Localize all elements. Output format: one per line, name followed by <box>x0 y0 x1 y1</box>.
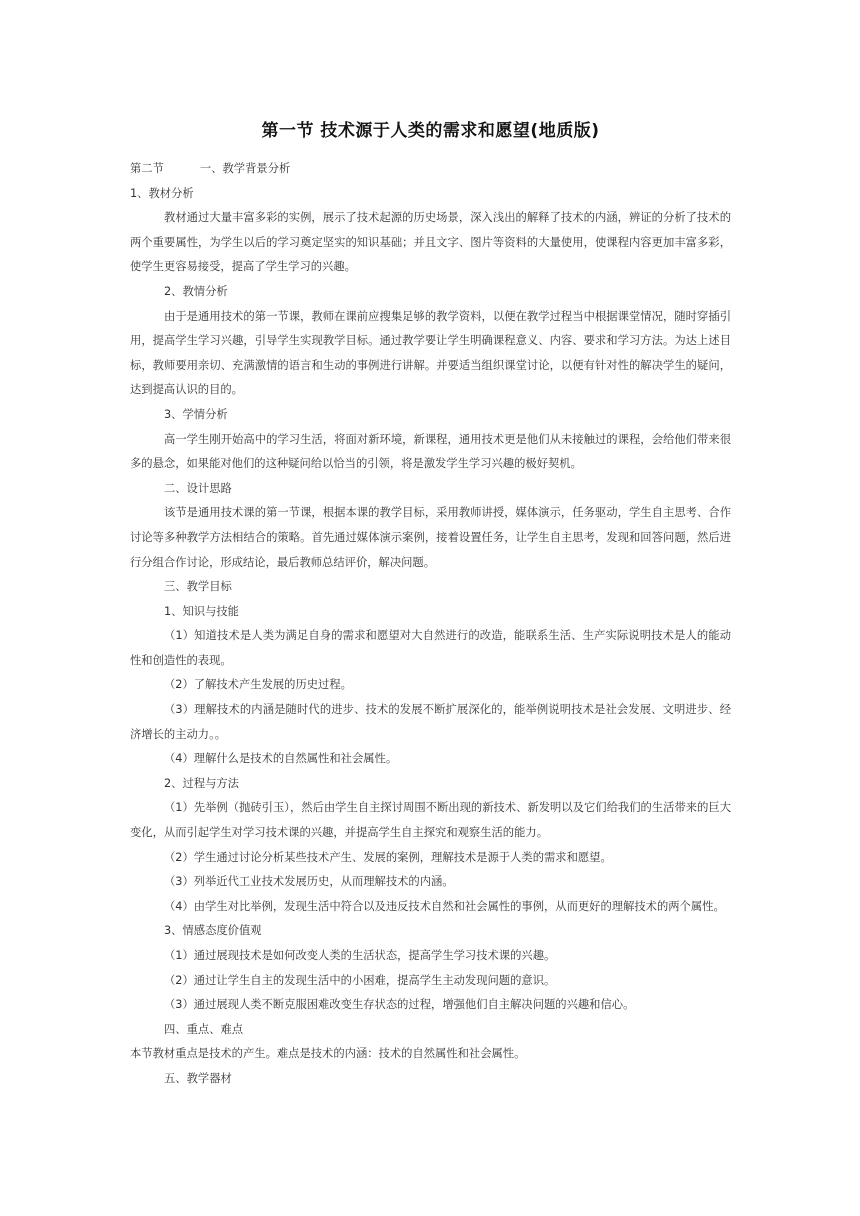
list-item: （3）通过展现人类不断克服困难改变生存状态的过程，增强他们自主解决问题的兴趣和信心。 <box>164 998 635 1012</box>
paragraph-textbook-analysis: 教材通过大量丰富多彩的实例，展示了技术起源的历史场景，深入浅出的解释了技术的内涵，辨证的分析了技术的两个重要属性，为学生以后的学习奠定坚实的知识基础；并且文字、图片等资料的大量使用，使课程内容更加丰富多彩，使学生更容易接受，提高了学生学习的兴趣。 <box>130 211 731 274</box>
subheading-process-methods: 2、过程与方法 <box>164 776 239 790</box>
list-item: （2）学生通过讨论分析某些技术产生、发展的案例，理解技术是源于人类的需求和愿望。 <box>164 850 612 864</box>
list-item: （4）理解什么是技术的自然属性和社会属性。 <box>164 752 398 766</box>
heading-teaching-equipment: 五、教学器材 <box>164 1071 232 1085</box>
section-number: 第二节 <box>130 162 164 175</box>
subheading-attitude-values: 3、情感态度价值观 <box>164 924 262 938</box>
section-heading-line <box>130 157 731 182</box>
subheading-textbook-analysis: 1、教材分析 <box>130 186 194 200</box>
document-title: 第一节 技术源于人类的需求和愿望(地质版) <box>261 121 600 141</box>
paragraph-teaching-analysis: 由于是通用技术的第一节课，教师在课前应搜集足够的教学资料，以便在教学过程当中根据课堂情况，随时穿插引用，提高学生学习兴趣，引导学生实现教学目标。通过教学要让学生明确课程意义、内容、要求和学习方法。为达上述目标，教师要用亲切、充满激情的语言和生动的事例进行讲解。并要适当组织课堂讨论，以便有针对性的解决学生的疑问，达到提高认识的目的。 <box>130 309 731 397</box>
section-heading: 一、教学背景分析 <box>199 162 291 175</box>
heading-design-idea: 二、设计思路 <box>164 481 232 495</box>
list-item: （2）了解技术产生发展的历史过程。 <box>164 678 352 692</box>
list-item: （1）知道技术是人类为满足自身的需求和愿望对大自然进行的改造，能联系生活、生产实际说明技术是人的能动性和创造性的表现。 <box>130 629 731 667</box>
paragraph-key-points: 本节教材重点是技术的产生。难点是技术的内涵：技术的自然属性和社会属性。 <box>130 1047 526 1061</box>
list-item: （1）先举例（抛砖引玉），然后由学生自主探讨周围不断出现的新技术、新发明以及它们给我们的生活带来的巨大变化，从而引起学生对学习技术课的兴趣，并提高学生自主探究和观察生活的能力。 <box>130 801 731 840</box>
paragraph-design-idea: 该节是通用技术课的第一节课，根据本课的教学目标，采用教师讲授，媒体演示，任务驱动，学生自主思考、合作讨论等多种教学方法相结合的策略。首先通过媒体演示案例，接着设置任务，让学生自主思考，发现和回答问题，然后进行分组合作讨论，形成结论，最后教师总结评价，解决问题。 <box>130 506 731 569</box>
subheading-teaching-analysis: 2、教情分析 <box>164 284 228 298</box>
document-body <box>130 157 731 1092</box>
list-item: （3）列举近代工业技术发展历史，从而理解技术的内涵。 <box>164 875 454 889</box>
subheading-student-analysis: 3、学情分析 <box>164 407 228 421</box>
heading-key-points: 四、重点、难点 <box>164 1022 244 1036</box>
list-item: （2）通过让学生自主的发现生活中的小困难，提高学生主动发现问题的意识。 <box>164 973 556 987</box>
subheading-knowledge-skills: 1、知识与技能 <box>164 604 239 618</box>
list-item: （1）通过展现技术是如何改变人类的生活状态，提高学生学习技术课的兴趣。 <box>164 949 556 962</box>
list-item: （3）理解技术的内涵是随时代的进步、技术的发展不断扩展深化的，能举例说明技术是社会发展、文明进步、经济增长的主动力。。 <box>130 703 731 741</box>
list-item: （4）由学生对比举例，发现生活中符合以及违反技术自然和社会属性的事例，从而更好的理解技术的两个属性。 <box>164 899 725 913</box>
heading-teaching-goals: 三、教学目标 <box>164 580 232 594</box>
paragraph-student-analysis: 高一学生刚开始高中的学习生活，将面对新环境，新课程，通用技术更是他们从未接触过的课程，会给他们带来很多的悬念，如果能对他们的这种疑问给以恰当的引领，将是激发学生学习兴趣的极好契机。 <box>130 432 731 471</box>
